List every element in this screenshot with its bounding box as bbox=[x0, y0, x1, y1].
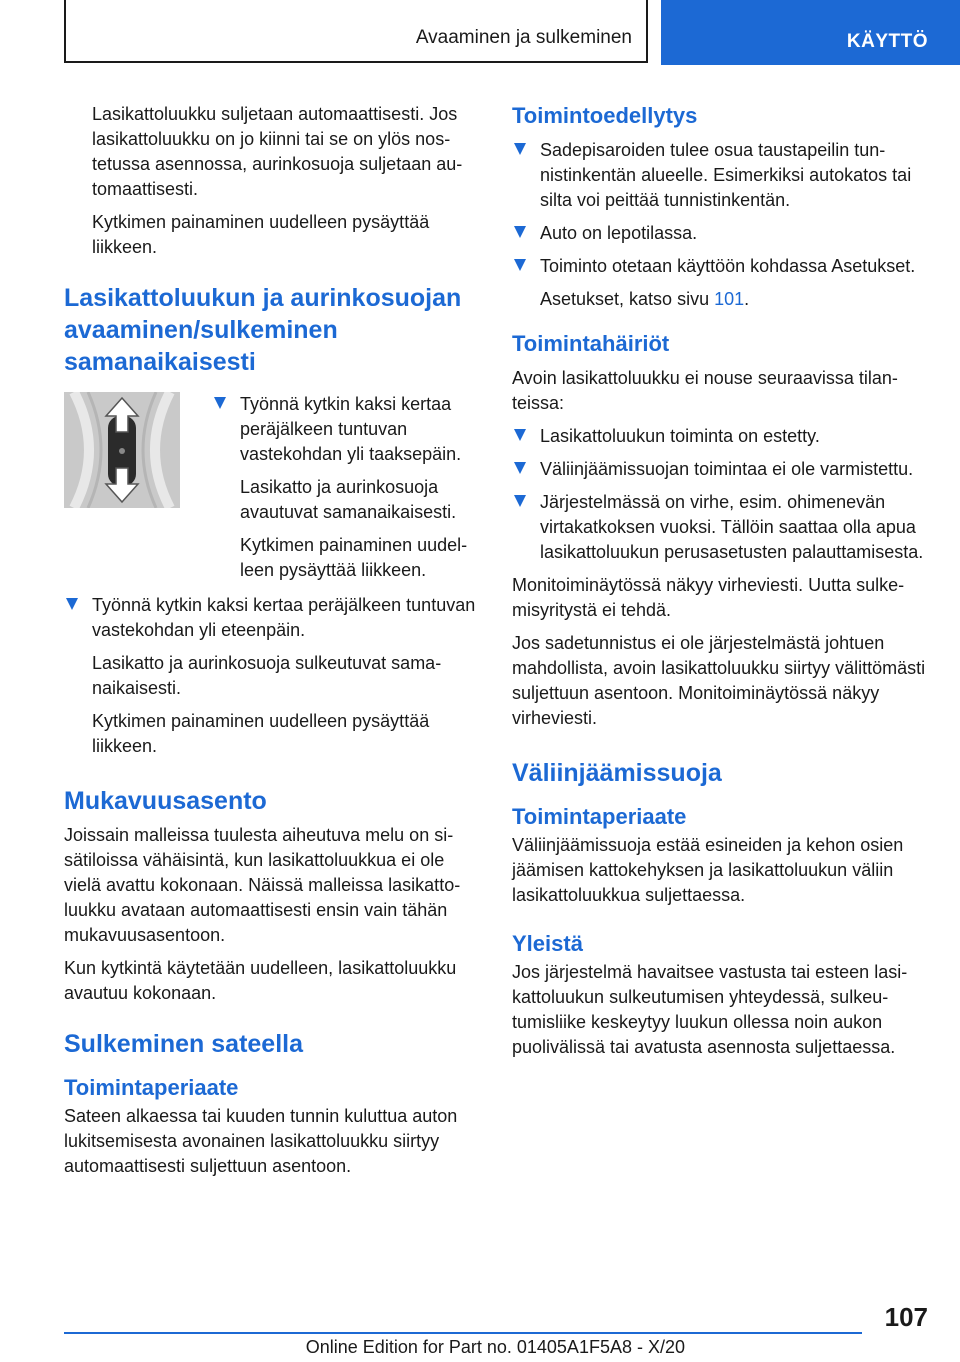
list-item-text: Työnnä kytkin kaksi kertaa peräjälkeen tuntuvan vastekohdan yli eteenpäin. bbox=[92, 595, 476, 640]
list-item-text: Auto on lepotilassa. bbox=[540, 223, 698, 243]
header-section-title: Avaaminen ja sulkeminen bbox=[415, 27, 632, 48]
triangle-bullet-icon bbox=[514, 429, 526, 441]
paragraph: Kun kytkintä käytetään uudelleen, lasikattoluukku avautuu kokonaan. bbox=[64, 958, 457, 1003]
list-item-text: Sadepisaroiden tulee osua taustapeilin tunnistinkentän alueelle. Esimerkiksi autokatos tai silta voi peittää tunnistinkentän. bbox=[540, 140, 912, 210]
list-item-text: Työnnä kytkin kaksi kertaa peräjälkeen tuntuvan vastekohdan yli taaksepäin. bbox=[240, 394, 462, 464]
subsection-heading: Toimintahäiriöt bbox=[512, 331, 670, 356]
list-item-text: Lasikatto ja aurinkosuoja sulkeutuvat samanaikaisesti. bbox=[92, 653, 442, 698]
paragraph: Joissain malleissa tuulesta aiheutuva melu on sisätiloissa vähäisintä, kun lasikattoluukkua ei ole vielä avattu kokonaan. Näissä malleissa lasikattoluukku avataan automaattisesti ensin vain tähän mukavuusasentoon. bbox=[64, 825, 461, 945]
paragraph: Monitoiminäytössä näkyy virheviesti. Uutta sulkemisyritystä ei tehdä. bbox=[512, 575, 905, 620]
paragraph: Jos sadetunnistus ei ole järjestelmästä johtuen mahdollista, avoin lasikattoluukku siirtyy välittömästi suljettuun asentoon. Monitoiminäytössä näkyy virheviesti. bbox=[512, 633, 926, 728]
list-item-text: Lasikatto ja aurinkosuoja avautuvat samanaikaisesti. bbox=[240, 477, 457, 522]
subsection-heading: Toimintaperiaate bbox=[64, 1075, 239, 1100]
section-heading: Sulkeminen sateella bbox=[64, 1030, 304, 1058]
list-item bbox=[512, 138, 928, 213]
list-item-note bbox=[540, 287, 928, 312]
paragraph: Sateen alkaessa tai kuuden tunnin kuluttua auton lukitsemisesta avonainen lasikattoluukku siirtyy automaattisesti suljettuun asentoon. bbox=[64, 1106, 458, 1176]
section-heading: Lasikattoluukun ja aurinkosuojan avaaminen/sulkeminen samanaikaisesti bbox=[64, 284, 462, 376]
page-reference-link[interactable]: 101 bbox=[714, 289, 745, 309]
header-chapter-tab bbox=[661, 0, 960, 65]
paragraph: Väliinjäämissuoja estää esineiden ja kehon osien jäämisen kattokehyksen ja lasikattoluukun väliin lasikattoluukkua suljettaessa. bbox=[512, 835, 904, 905]
triangle-bullet-icon bbox=[66, 598, 78, 610]
list-item-text: Toiminto otetaan käyttöön kohdassa Asetukset. bbox=[540, 256, 916, 276]
section-heading: Mukavuusasento bbox=[64, 787, 267, 815]
right-column bbox=[512, 102, 928, 1068]
list-item bbox=[512, 254, 928, 312]
note-text: Asetukset, katso sivu bbox=[540, 289, 715, 309]
header-chapter-title: KÄYTTÖ bbox=[846, 31, 928, 52]
roof-switch-icon bbox=[64, 392, 180, 508]
list-item bbox=[512, 424, 928, 449]
list-item bbox=[512, 457, 928, 482]
list-item bbox=[512, 490, 928, 565]
page-number: 107 bbox=[884, 1302, 928, 1332]
roof-switch-illustration bbox=[64, 392, 180, 508]
paragraph: Kytkimen painaminen uudelleen pysäyttää liikkeen. bbox=[92, 212, 430, 257]
list-item-text: Väliinjäämissuojan toimintaa ei ole varmistettu. bbox=[540, 459, 914, 479]
subsection-heading: Yleistä bbox=[512, 931, 583, 956]
page-header bbox=[64, 0, 960, 65]
subsection-heading: Toimintoedellytys bbox=[512, 103, 698, 128]
subsection-heading: Toimintaperiaate bbox=[512, 804, 687, 829]
footer-edition: Online Edition for Part no. 01405A1F5A8 - X/20 bbox=[305, 1337, 685, 1357]
triangle-bullet-icon bbox=[214, 397, 226, 409]
left-column bbox=[64, 102, 480, 1187]
triangle-bullet-icon bbox=[514, 226, 526, 238]
triangle-bullet-icon bbox=[514, 143, 526, 155]
triangle-bullet-icon bbox=[514, 259, 526, 271]
triangle-bullet-icon bbox=[514, 462, 526, 474]
list-item bbox=[512, 221, 928, 246]
section-heading: Väliinjäämissuoja bbox=[512, 759, 722, 787]
paragraph: Avoin lasikattoluukku ei nouse seuraavissa tilanteissa: bbox=[512, 368, 898, 413]
list-item bbox=[64, 593, 480, 759]
note-text: . bbox=[744, 289, 750, 309]
paragraph: Jos järjestelmä havaitsee vastusta tai esteen lasikattoluukun sulkeutumisen yhteydessä, sulkeutumisliike keskeytyy luukun ollessa noin aukon puolivälissä tai avatusta asennosta suljettaessa. bbox=[512, 962, 908, 1057]
footer-divider bbox=[64, 1332, 862, 1334]
list-item-text: Järjestelmässä on virhe, esim. ohimenevän virtakatkoksen vuoksi. Tällöin saattaa olla apua lasikattoluukun perusasetusten palauttamisesta. bbox=[540, 492, 924, 562]
list-item-text: Kytkimen painaminen uudelleen pysäyttää liikkeen. bbox=[92, 711, 430, 756]
list-item bbox=[212, 392, 480, 583]
triangle-bullet-icon bbox=[514, 495, 526, 507]
list-item-text: Lasikattoluukun toiminta on estetty. bbox=[540, 426, 820, 446]
figure-block bbox=[64, 392, 480, 583]
header-section-box bbox=[64, 0, 648, 63]
paragraph: Lasikattoluukku suljetaan automaattisesti. Jos lasikattoluukku on jo kiinni tai se on ylös nostetussa asennossa, aurinkosuoja suljetaan automaattisesti. bbox=[92, 104, 463, 199]
list-item-text: Kytkimen painaminen uudelleen pysäyttää liikkeen. bbox=[240, 535, 468, 580]
